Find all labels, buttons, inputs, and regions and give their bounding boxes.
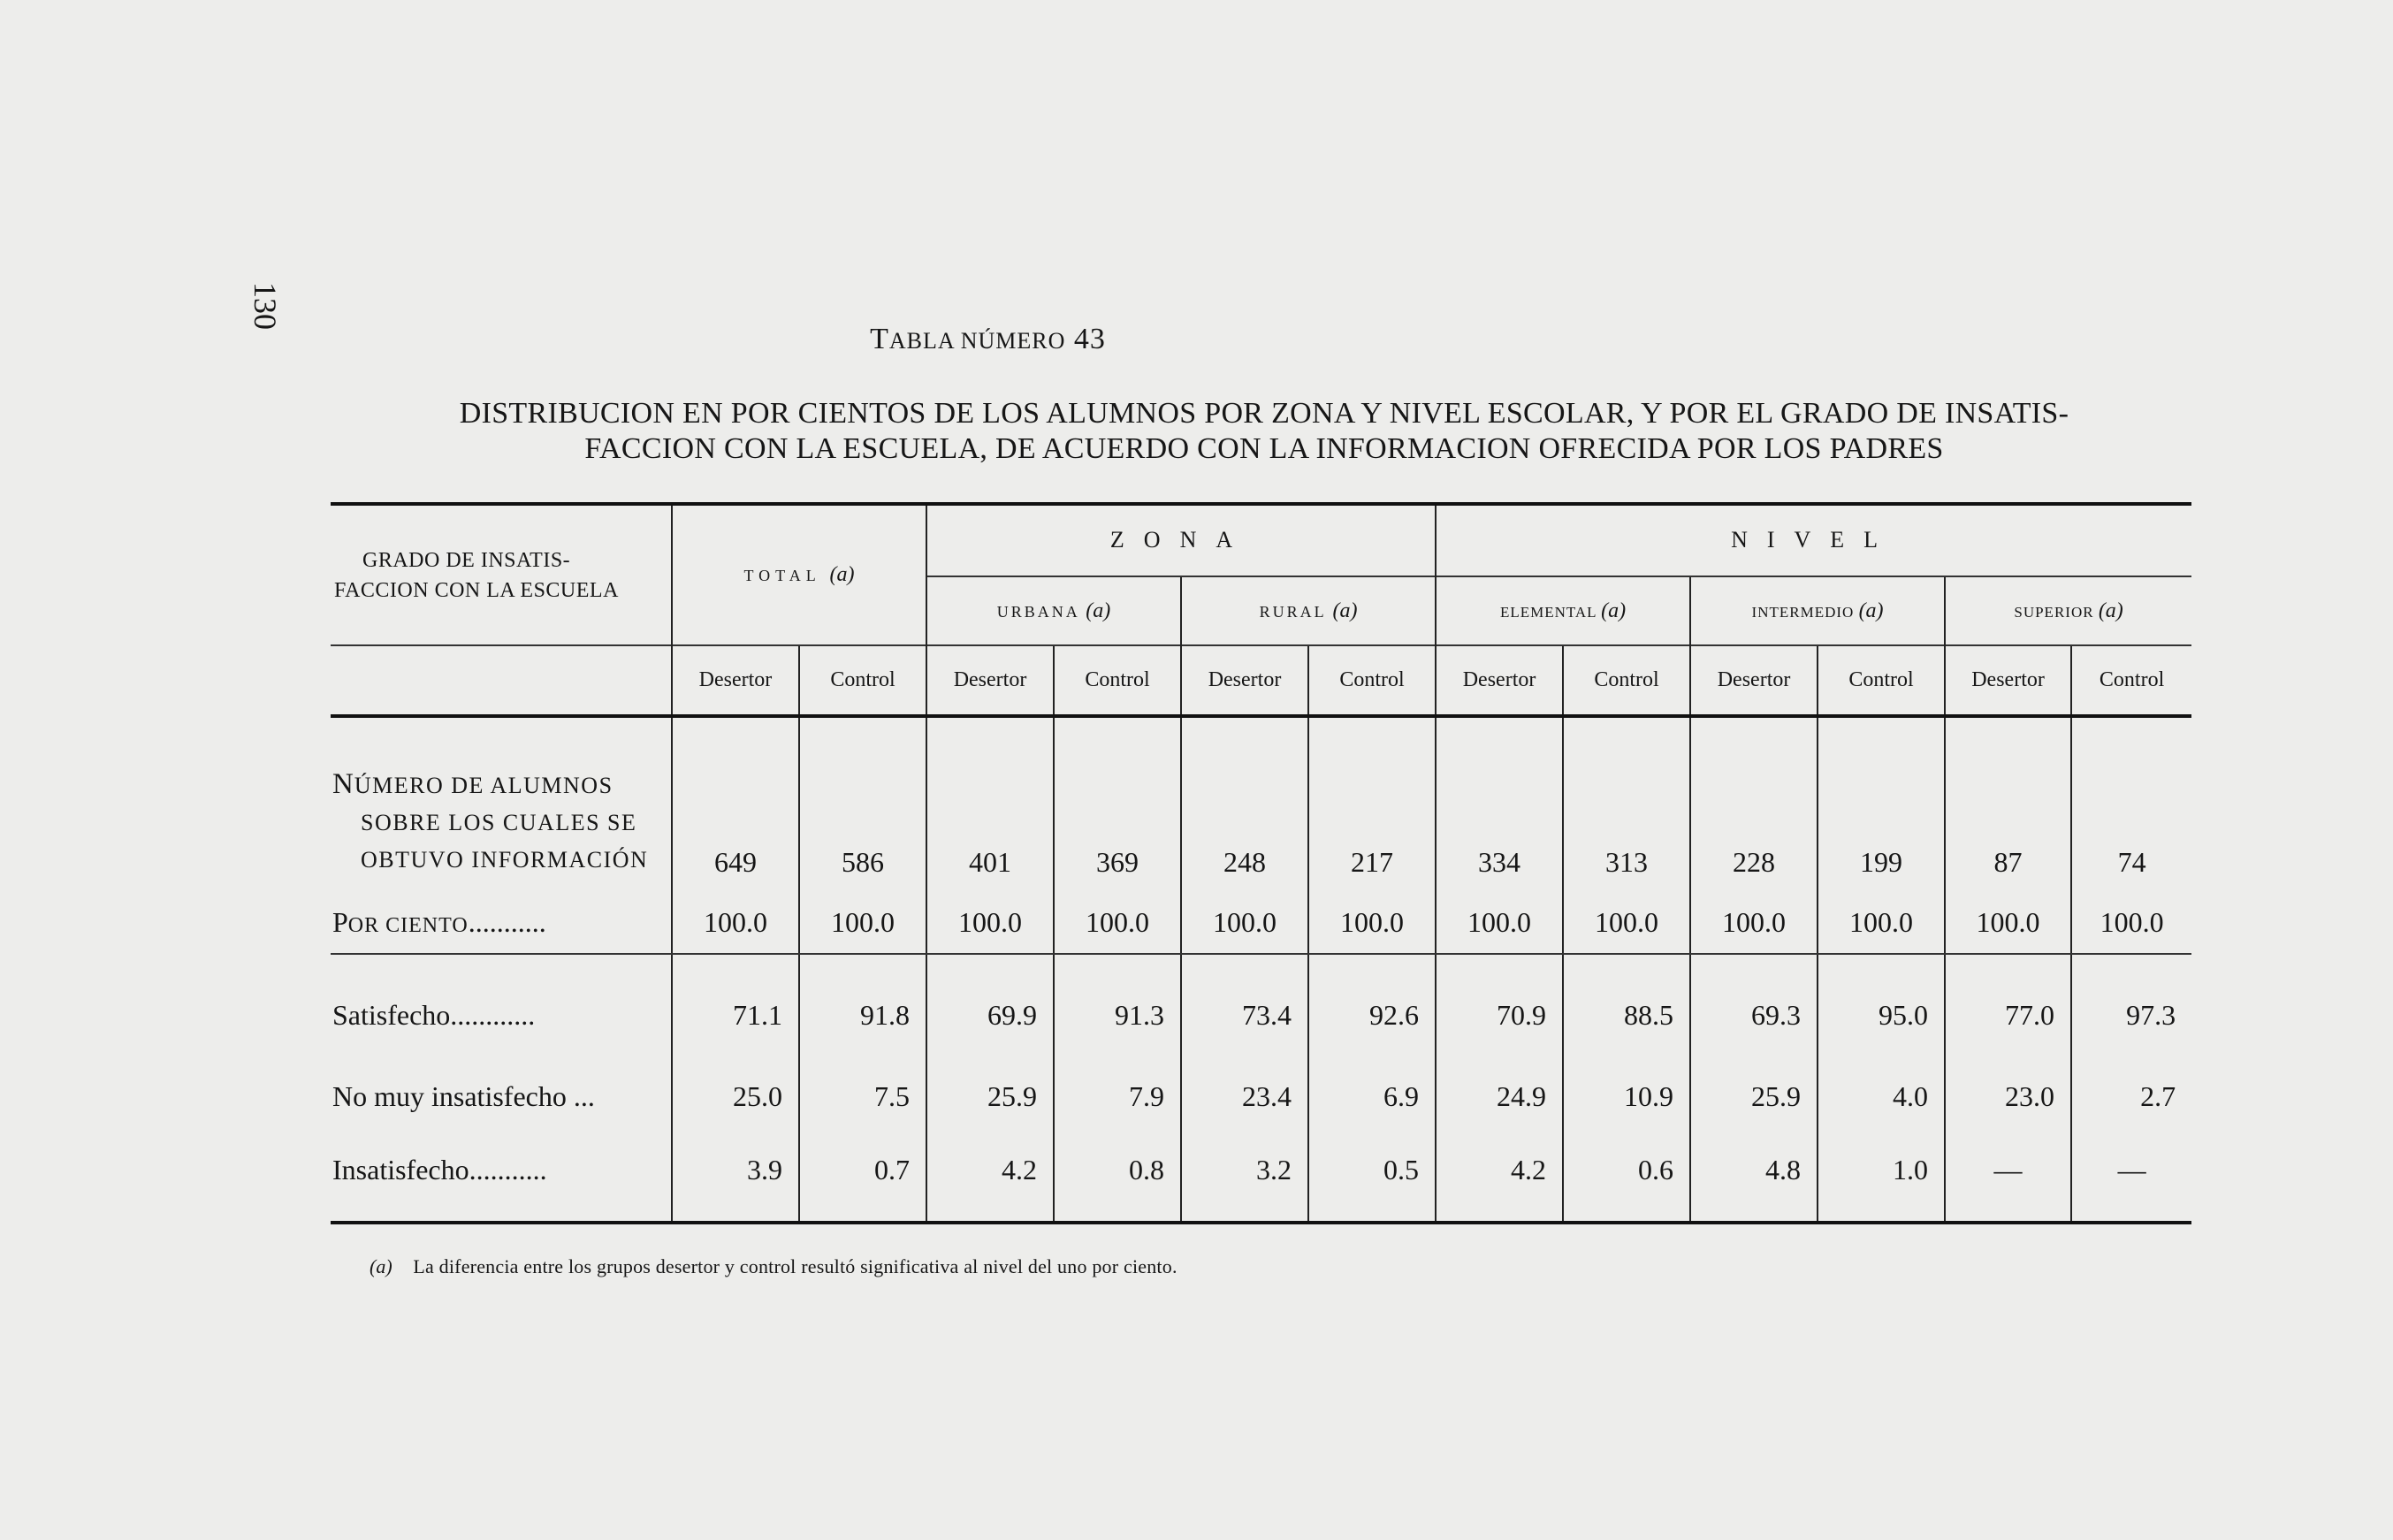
elemental-note-mark: (a) (1601, 598, 1627, 622)
footnote (370, 1255, 1177, 1278)
zona-header: ZONA (926, 504, 1436, 576)
por-ciento-cell: 100.0 (1181, 891, 1308, 955)
por-ciento-cell: 100.0 (1690, 891, 1818, 955)
numero-label-line-3: OBTUVO INFORMACIÓN (361, 846, 649, 873)
insatisfecho-cell: 1.0 (1818, 1133, 1945, 1223)
superior-header-label: SUPERIOR (2014, 603, 2094, 621)
no-muy-insatisfecho-cell: 7.5 (799, 1060, 926, 1133)
no-muy-insatisfecho-cell: 4.0 (1818, 1060, 1945, 1133)
no-muy-insatisfecho-cell: 2.7 (2071, 1060, 2191, 1133)
rural-desertor-header: Desertor (1181, 645, 1308, 716)
satisfecho-cell: 97.3 (2071, 954, 2191, 1060)
numero-cell: 313 (1563, 716, 1690, 891)
numero-label-initial: N (332, 767, 354, 800)
insatisfecho-cell: 4.2 (926, 1133, 1054, 1223)
por-ciento-cell: 100.0 (926, 891, 1054, 955)
superior-control-header: Control (2071, 645, 2191, 716)
insatisfecho-cell: — (1945, 1133, 2071, 1223)
por-ciento-cell: 100.0 (799, 891, 926, 955)
insatisfecho-cell: 3.2 (1181, 1133, 1308, 1223)
table-caption (332, 396, 2197, 467)
por-ciento-cell: 100.0 (1818, 891, 1945, 955)
numero-cell: 228 (1690, 716, 1818, 891)
por-ciento-cell: 100.0 (672, 891, 799, 955)
row-label-header-line-2: FACCION CON LA ESCUELA (334, 578, 619, 602)
por-ciento-cell: 100.0 (1054, 891, 1181, 955)
total-control-header: Control (799, 645, 926, 716)
satisfecho-cell: 92.6 (1308, 954, 1436, 1060)
insatisfecho-cell: 0.7 (799, 1133, 926, 1223)
elemental-desertor-header: Desertor (1436, 645, 1563, 716)
numero-cell: 334 (1436, 716, 1563, 891)
intermedio-desertor-header: Desertor (1690, 645, 1818, 716)
no-muy-insatisfecho-cell: 10.9 (1563, 1060, 1690, 1133)
table-row-no-muy-insatisfecho (331, 1060, 2191, 1133)
numero-cell: 74 (2071, 716, 2191, 891)
no-muy-insatisfecho-cell: 23.0 (1945, 1060, 2071, 1133)
numero-cell: 87 (1945, 716, 2071, 891)
satisfecho-cell: 91.3 (1054, 954, 1181, 1060)
numero-cell: 369 (1054, 716, 1181, 891)
row-label-header-line-1: GRADO DE INSATIS- (362, 548, 571, 572)
total-header-label: TOTAL (743, 567, 821, 585)
numero-cell: 217 (1308, 716, 1436, 891)
numero-cell: 199 (1818, 716, 1945, 891)
table-number-title (0, 323, 1976, 356)
satisfecho-cell: 69.3 (1690, 954, 1818, 1060)
title-number: 43 (1073, 323, 1106, 355)
superior-desertor-header: Desertor (1945, 645, 2071, 716)
insatisfecho-cell: 0.6 (1563, 1133, 1690, 1223)
numero-cell: 649 (672, 716, 799, 891)
row-label-header (331, 504, 672, 645)
table-row-insatisfecho (331, 1133, 2191, 1223)
satisfecho-cell: 70.9 (1436, 954, 1563, 1060)
total-desertor-header: Desertor (672, 645, 799, 716)
satisfecho-cell: 69.9 (926, 954, 1054, 1060)
satisfecho-cell: 88.5 (1563, 954, 1690, 1060)
urbana-control-header: Control (1054, 645, 1181, 716)
por-ciento-label-initial: P (332, 905, 348, 938)
insatisfecho-cell: 4.8 (1690, 1133, 1818, 1223)
intermedio-control-header: Control (1818, 645, 1945, 716)
nivel-header: NIVEL (1436, 504, 2191, 576)
urbana-desertor-header: Desertor (926, 645, 1054, 716)
no-muy-insatisfecho-cell: 23.4 (1181, 1060, 1308, 1133)
footnote-text: La diferencia entre los grupos desertor y control resultó significativa al nivel del uno por ciento. (413, 1255, 1177, 1277)
intermedio-header (1690, 576, 1945, 646)
footnote-mark: (a) (370, 1255, 392, 1277)
title-prefix-initial: T (870, 323, 889, 355)
elemental-header-label: ELEMENTAL (1499, 603, 1597, 621)
satisfecho-cell: 95.0 (1818, 954, 1945, 1060)
superior-header (1945, 576, 2191, 646)
total-header (672, 504, 926, 645)
por-ciento-cell: 100.0 (1308, 891, 1436, 955)
numero-cell: 401 (926, 716, 1054, 891)
no-muy-insatisfecho-cell: 25.0 (672, 1060, 799, 1133)
data-table (331, 502, 2191, 1224)
por-ciento-dots: ........... (468, 905, 546, 938)
total-note-mark: (a) (829, 563, 855, 587)
table-row-satisfecho (331, 954, 2191, 1060)
insatisfecho-cell: 0.5 (1308, 1133, 1436, 1223)
numero-label-line-1: ÚMERO DE ALUMNOS (354, 772, 613, 798)
caption-line-1: DISTRIBUCION EN POR CIENTOS DE LOS ALUMNOS POR ZONA Y NIVEL ESCOLAR, Y POR EL GRADO DE INSATIS- (459, 397, 2069, 430)
rural-header (1181, 576, 1436, 646)
superior-note-mark: (a) (2098, 598, 2123, 622)
urbana-header (926, 576, 1181, 646)
intermedio-header-label: INTERMEDIO (1751, 603, 1855, 621)
insatisfecho-label: Insatisfecho........... (332, 1154, 547, 1186)
insatisfecho-cell: 4.2 (1436, 1133, 1563, 1223)
insatisfecho-cell: — (2071, 1133, 2191, 1223)
no-muy-insatisfecho-cell: 25.9 (926, 1060, 1054, 1133)
rural-control-header: Control (1308, 645, 1436, 716)
no-muy-insatisfecho-cell: 6.9 (1308, 1060, 1436, 1133)
no-muy-insatisfecho-cell: 24.9 (1436, 1060, 1563, 1133)
numero-label (331, 716, 672, 891)
por-ciento-label-rest: OR CIENTO (347, 913, 469, 937)
por-ciento-cell: 100.0 (1945, 891, 2071, 955)
numero-cell: 586 (799, 716, 926, 891)
row-label-header-spacer (331, 645, 672, 716)
satisfecho-cell: 71.1 (672, 954, 799, 1060)
insatisfecho-cell: 0.8 (1054, 1133, 1181, 1223)
por-ciento-cell: 100.0 (1563, 891, 1690, 955)
satisfecho-cell: 77.0 (1945, 954, 2071, 1060)
caption-line-2: FACCION CON LA ESCUELA, DE ACUERDO CON LA INFORMACION OFRECIDA POR LOS PADRES (584, 432, 1944, 465)
intermedio-note-mark: (a) (1858, 598, 1884, 622)
elemental-control-header: Control (1563, 645, 1690, 716)
satisfecho-cell: 91.8 (799, 954, 926, 1060)
no-muy-insatisfecho-label: No muy insatisfecho ... (332, 1080, 595, 1113)
page-number: 130 (248, 282, 283, 330)
numero-cell: 248 (1181, 716, 1308, 891)
table-row-por-ciento (331, 891, 2191, 955)
urbana-note-mark: (a) (1086, 598, 1111, 622)
no-muy-insatisfecho-cell: 25.9 (1690, 1060, 1818, 1133)
title-prefix-rest: ABLA NÚMERO (888, 328, 1066, 354)
satisfecho-cell: 73.4 (1181, 954, 1308, 1060)
urbana-header-label: URBANA (996, 602, 1079, 621)
table-row-numero (331, 716, 2191, 891)
elemental-header (1436, 576, 1690, 646)
rural-header-label: RURAL (1259, 602, 1326, 621)
satisfecho-label: Satisfecho............ (332, 999, 536, 1032)
numero-label-line-2: SOBRE LOS CUALES SE (361, 809, 637, 835)
por-ciento-label (331, 891, 672, 955)
por-ciento-cell: 100.0 (1436, 891, 1563, 955)
insatisfecho-cell: 3.9 (672, 1133, 799, 1223)
no-muy-insatisfecho-cell: 7.9 (1054, 1060, 1181, 1133)
por-ciento-cell: 100.0 (2071, 891, 2191, 955)
rural-note-mark: (a) (1332, 598, 1358, 622)
